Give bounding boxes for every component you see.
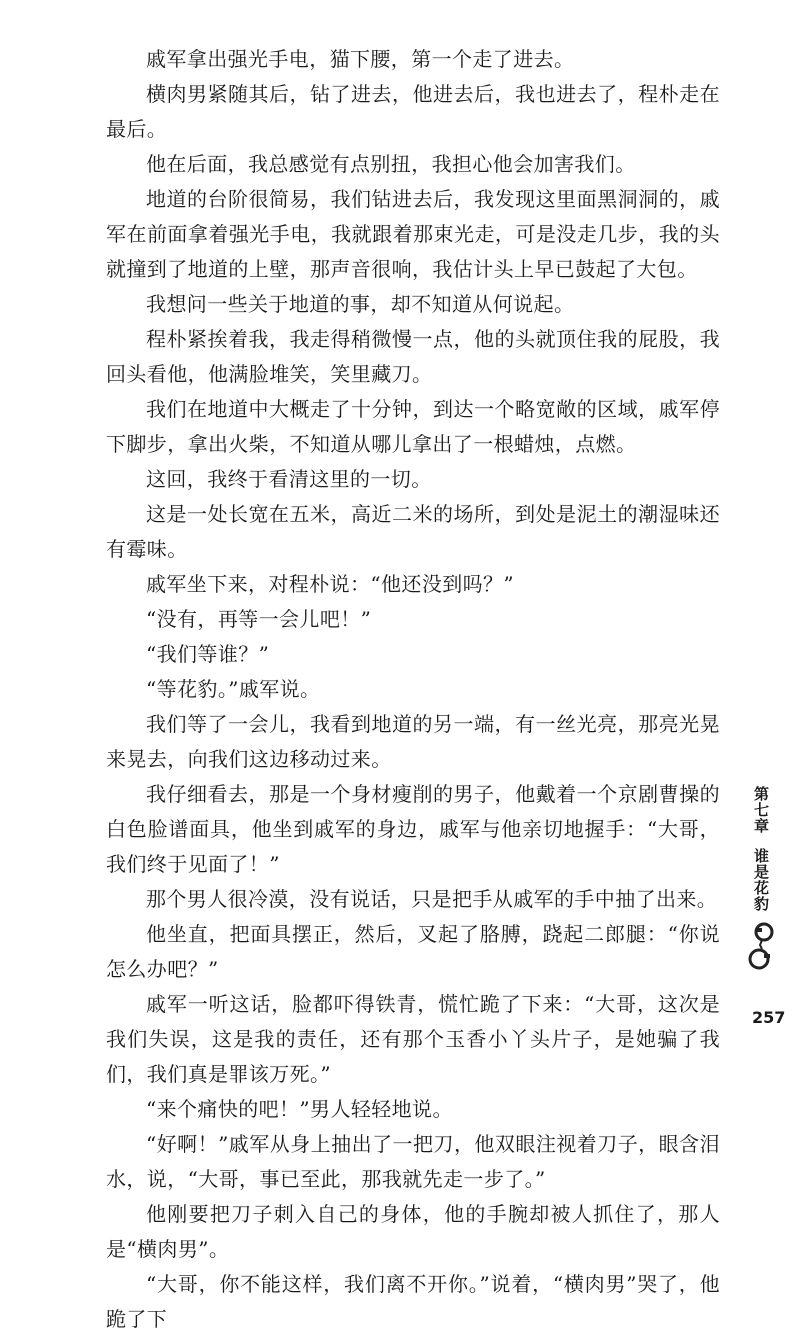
paragraph: 我想问一些关于地道的事，却不知道从何说起。 (146, 292, 575, 316)
paragraph: “我们等谁？” (146, 642, 270, 666)
chapter-sidebar (743, 786, 779, 976)
body-text (106, 42, 720, 1337)
paragraph: “没有，再等一会儿吧！” (146, 607, 372, 631)
paragraph: 他坐直，把面具摆正，然后，叉起了胳膊，跷起二郎腿：“你说怎么办吧？” (106, 922, 720, 981)
paragraph: 戚军拿出强光手电，猫下腰，第一个走了进去。 (146, 47, 575, 71)
paragraph: “好啊！”戚军从身上抽出了一把刀，他双眼注视着刀子，眼含泪水，说，“大哥，事已至此，那我就先走一步了。” (106, 1132, 720, 1191)
paragraph: 他在后面，我总感觉有点别扭，我担心他会加害我们。 (146, 152, 636, 176)
page-number: 257 (752, 1008, 786, 1027)
chapter-title: 谁是花豹 (752, 848, 770, 912)
handcuffs-icon (746, 920, 776, 976)
paragraph: 戚军一听这话，脸都吓得铁青，慌忙跪了下来：“大哥，这次是我们失误，这是我的责任，还有那个玉香小丫头片子，是她骗了我们，我们真是罪该万死。” (106, 992, 720, 1086)
paragraph: “大哥，你不能这样，我们离不开你。”说着，“横肉男”哭了，他跪了下 (106, 1272, 720, 1331)
paragraph: 程朴紧挨着我，我走得稍微慢一点，他的头就顶住我的屁股，我回头看他，他满脸堆笑，笑里藏刀。 (106, 327, 720, 386)
paragraph: 横肉男紧随其后，钻了进去，他进去后，我也进去了，程朴走在最后。 (106, 82, 720, 141)
paragraph: “等花豹。”戚军说。 (146, 677, 321, 701)
paragraph: 我们在地道中大概走了十分钟，到达一个略宽敞的区域，戚军停下脚步，拿出火柴，不知道从哪儿拿出了一根蜡烛，点燃。 (106, 397, 720, 456)
paragraph: 我们等了一会儿，我看到地道的另一端，有一丝光亮，那亮光晃来晃去，向我们这边移动过来。 (106, 712, 720, 771)
paragraph: 那个男人很冷漠，没有说话，只是把手从戚军的手中抽了出来。 (146, 887, 718, 911)
paragraph: 这回，我终于看清这里的一切。 (146, 467, 432, 491)
paragraph: 这是一处长宽在五米，高近二米的场所，到处是泥土的潮湿味还有霉味。 (106, 502, 720, 561)
paragraph: 他刚要把刀子刺入自己的身体，他的手腕却被人抓住了，那人是“横肉男”。 (106, 1202, 720, 1261)
paragraph: “来个痛快的吧！”男人轻轻地说。 (146, 1097, 453, 1121)
paragraph: 戚军坐下来，对程朴说：“他还没到吗？” (146, 572, 515, 596)
chapter-number: 第七章 (752, 786, 770, 834)
paragraph: 地道的台阶很简易，我们钻进去后，我发现这里面黑洞洞的，戚军在前面拿着强光手电，我就跟着那束光走，可是没走几步，我的头就撞到了地道的上壁，那声音很响，我估计头上早已鼓起了大包。 (106, 187, 720, 281)
paragraph: 我仔细看去，那是一个身材瘦削的男子，他戴着一个京剧曹操的白色脸谱面具，他坐到戚军的身边，戚军与他亲切地握手：“大哥，我们终于见面了！” (106, 782, 720, 876)
